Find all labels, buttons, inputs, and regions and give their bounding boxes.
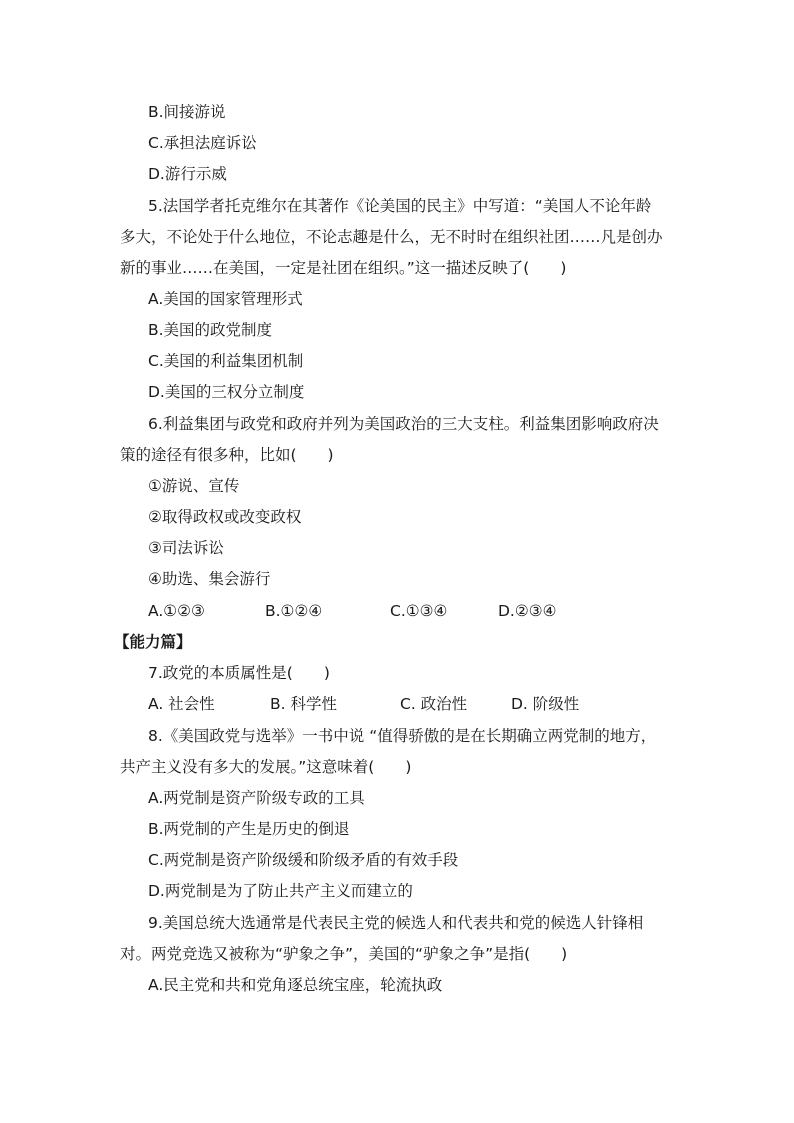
question-5-line-3: 新的事业……在美国，一定是社团在组织。”这一描述反映了( ): [120, 259, 567, 277]
option-c-court-litigation: C.承担法庭诉讼: [148, 134, 257, 152]
question-8-line-1: 8.《美国政党与选举》一书中说 “值得骄傲的是在长期确立两党制的地方，: [148, 727, 657, 745]
option-d-demonstration: D.游行示威: [148, 165, 227, 183]
question-8-option-d: D.两党制是为了防止共产主义而建立的: [148, 882, 413, 900]
question-8-option-a: A.两党制是资产阶级专政的工具: [148, 789, 365, 807]
q6-option-c: C.①③④: [390, 602, 448, 620]
question-7-stem: 7.政党的本质属性是( ): [148, 664, 330, 682]
q6-option-b: B.①②④: [265, 602, 323, 620]
question-6-options: [0, 601, 794, 621]
question-9-line-1: 9.美国总统大选通常是代表民主党的候选人和代表共和党的候选人针锋相: [148, 914, 644, 932]
section-heading-ability: 【能力篇】: [114, 633, 192, 651]
q7-option-b: B. 科学性: [270, 695, 337, 713]
question-9-line-2: 对。两党竞选又被称为“驴象之争”，美国的“驴象之争”是指( ): [120, 945, 568, 963]
question-8-line-2: 共产主义没有多大的发展。”这意味着( ): [120, 758, 412, 776]
question-6-item-2: ②取得政权或改变政权: [148, 508, 302, 526]
question-5-line-1: 5.法国学者托克维尔在其著作《论美国的民主》中写道：“美国人不论年龄: [148, 197, 652, 215]
question-6-line-2: 策的途径有很多种，比如( ): [120, 446, 334, 464]
question-6-line-1: 6.利益集团与政党和政府并列为美国政治的三大支柱。利益集团影响政府决: [148, 415, 659, 433]
option-b-indirect-lobbying: B.间接游说: [148, 103, 226, 121]
question-9-option-a: A.民主党和共和党角逐总统宝座，轮流执政: [148, 976, 443, 994]
question-5-option-b: B.美国的政党制度: [148, 321, 273, 339]
question-8-option-c: C.两党制是资产阶级缓和阶级矛盾的有效手段: [148, 851, 459, 869]
q6-option-a: A.①②③: [148, 602, 205, 620]
question-5-option-d: D.美国的三权分立制度: [148, 383, 305, 401]
q6-option-d: D.②③④: [498, 602, 557, 620]
question-5-line-2: 多大，不论处于什么地位，不论志趣是什么，无不时时在组织社团……凡是创办: [120, 228, 663, 246]
question-7-options: [0, 694, 794, 714]
question-5-option-c: C.美国的利益集团机制: [148, 352, 304, 370]
question-6-item-3: ③司法诉讼: [148, 539, 224, 557]
question-6-item-1: ①游说、宣传: [148, 477, 240, 495]
q7-option-d: D. 阶级性: [511, 695, 580, 713]
question-8-option-b: B.两党制的产生是历史的倒退: [148, 820, 350, 838]
question-5-option-a: A.美国的国家管理形式: [148, 290, 303, 308]
question-6-item-4: ④助选、集会游行: [148, 570, 271, 588]
q7-option-c: C. 政治性: [400, 695, 468, 713]
q7-option-a: A. 社会性: [148, 695, 215, 713]
